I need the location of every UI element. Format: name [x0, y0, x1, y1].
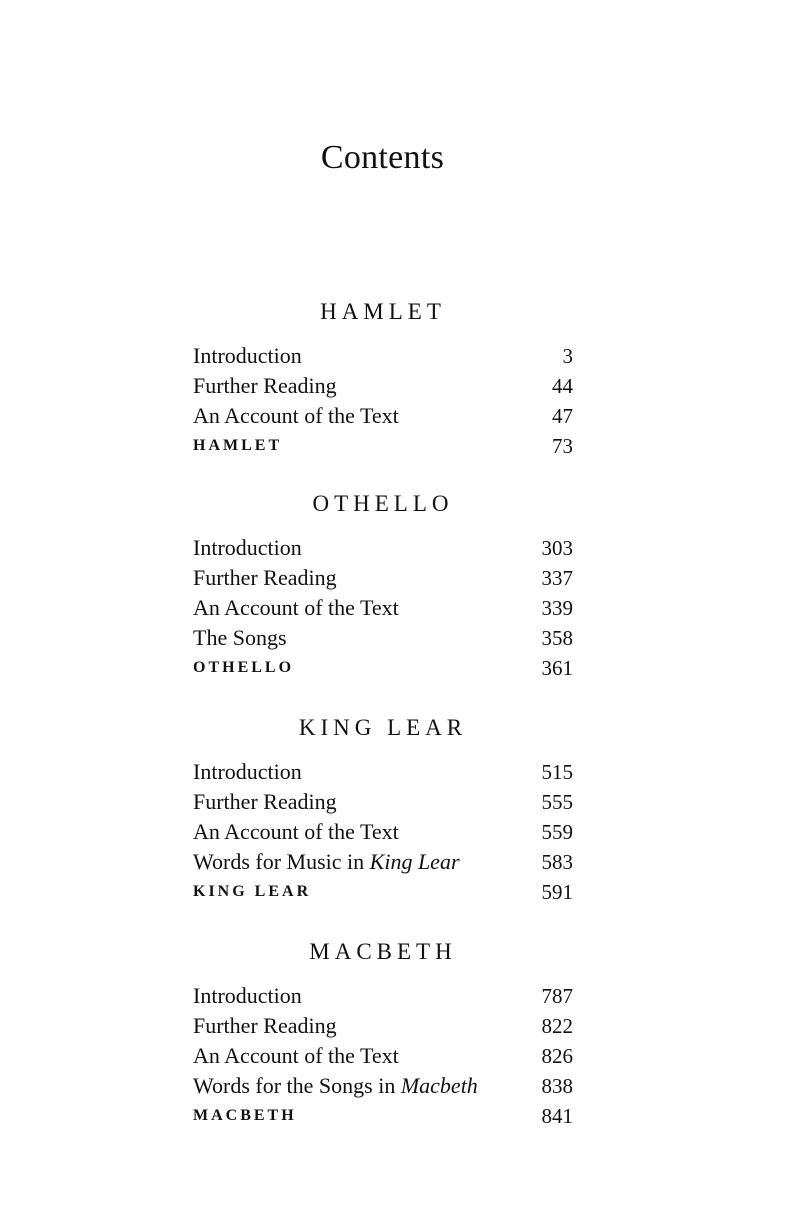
entry-page-number: 358	[541, 625, 573, 650]
entry-label-italic: King Lear	[369, 849, 460, 874]
entry-label-prefix: Words for Music in	[193, 849, 370, 874]
entry-page-number: 559	[541, 819, 573, 844]
entry-label: The Songs	[193, 625, 287, 650]
entry-page-number: 361	[541, 655, 573, 680]
toc-entry-play-text[interactable]	[193, 1101, 573, 1131]
entry-label: MACBETH	[193, 1107, 297, 1124]
page-title: Contents	[320, 139, 445, 176]
toc-entry[interactable]	[193, 981, 573, 1011]
entry-page-number: 47	[552, 403, 573, 428]
entry-label: Further Reading	[193, 789, 337, 814]
entry-page-number: 515	[541, 759, 573, 784]
section-heading: KING LEAR	[298, 715, 468, 740]
entry-label: Introduction	[193, 343, 302, 368]
entry-label	[193, 849, 460, 875]
toc-entry[interactable]	[193, 593, 573, 623]
entry-page-number: 822	[541, 1013, 573, 1038]
toc-entry[interactable]	[193, 1011, 573, 1041]
section-heading: HAMLET	[320, 299, 446, 324]
entry-label	[193, 1073, 478, 1099]
section-king-lear	[193, 713, 573, 907]
entry-page-number: 337	[541, 565, 573, 590]
section-heading: MACBETH	[309, 939, 457, 964]
toc-entry[interactable]	[193, 563, 573, 593]
entry-label: OTHELLO	[193, 659, 295, 676]
toc-entry[interactable]	[193, 787, 573, 817]
toc-entry[interactable]	[193, 533, 573, 563]
section-heading: OTHELLO	[312, 491, 454, 516]
toc-entry[interactable]	[193, 1071, 573, 1101]
entry-page-number: 838	[541, 1073, 573, 1098]
entry-label: Introduction	[193, 983, 302, 1008]
entry-page-number: 591	[541, 879, 573, 904]
entry-label-prefix: Words for the Songs in	[193, 1073, 401, 1098]
toc-entry[interactable]	[193, 847, 573, 877]
toc-entry[interactable]	[193, 371, 573, 401]
toc-entry[interactable]	[193, 757, 573, 787]
toc-entry[interactable]	[193, 1041, 573, 1071]
toc-entry-play-text[interactable]	[193, 877, 573, 907]
entry-page-number: 826	[541, 1043, 573, 1068]
entry-label: HAMLET	[193, 437, 283, 454]
entry-page-number: 583	[541, 849, 573, 874]
toc-entry[interactable]	[193, 817, 573, 847]
entry-page-number: 841	[541, 1103, 573, 1128]
toc-entry[interactable]	[193, 623, 573, 653]
toc-entry-play-text[interactable]	[193, 653, 573, 683]
entry-label: An Account of the Text	[193, 819, 399, 844]
section-othello	[193, 489, 573, 683]
entry-label: Further Reading	[193, 565, 337, 590]
entry-page-number: 3	[562, 343, 573, 368]
entry-label: An Account of the Text	[193, 1043, 399, 1068]
entry-page-number: 73	[552, 433, 573, 458]
toc-entry[interactable]	[193, 401, 573, 431]
entry-label: Further Reading	[193, 1013, 337, 1038]
entry-label: Introduction	[193, 759, 302, 784]
section-macbeth	[193, 937, 573, 1131]
entry-label-italic: Macbeth	[400, 1073, 478, 1098]
entry-label: Introduction	[193, 535, 302, 560]
entry-label: Further Reading	[193, 373, 337, 398]
entry-label: An Account of the Text	[193, 595, 399, 620]
entry-page-number: 44	[552, 373, 573, 398]
entry-page-number: 303	[541, 535, 573, 560]
toc-entry-play-text[interactable]	[193, 431, 573, 461]
toc-entry[interactable]	[193, 341, 573, 371]
section-hamlet	[193, 297, 573, 461]
entry-label: An Account of the Text	[193, 403, 399, 428]
entry-page-number: 555	[541, 789, 573, 814]
entry-page-number: 787	[541, 983, 573, 1008]
entry-label: KING LEAR	[193, 883, 312, 900]
entry-page-number: 339	[541, 595, 573, 620]
